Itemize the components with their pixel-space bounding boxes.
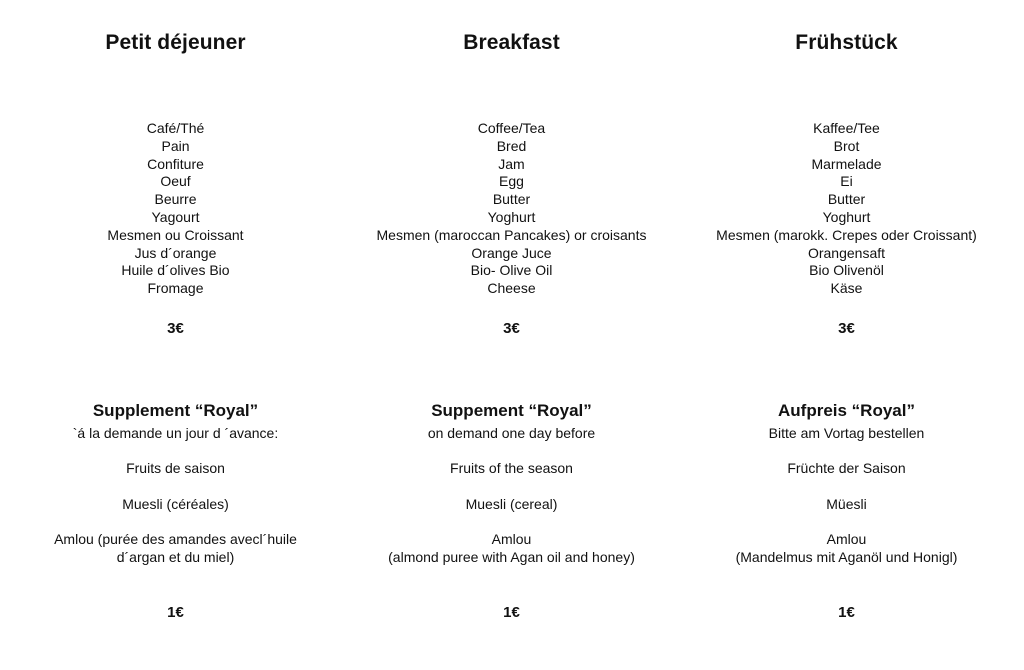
list-item: Beurre (154, 191, 197, 208)
royal-item-fruit: Fruits de saison (126, 460, 225, 476)
list-item: Orangensaft (807, 244, 886, 261)
list-item: Huile d´olives Bio (121, 262, 230, 279)
royal-item-amlou (5, 530, 346, 566)
royal-item-fruit: Früchte der Saison (787, 460, 906, 476)
list-item: Butter (827, 191, 866, 208)
breakfast-item-list (5, 120, 346, 298)
royal-item-fruit: Fruits of the season (450, 460, 573, 476)
list-item: Confiture (147, 155, 204, 172)
breakfast-item-list (341, 120, 682, 298)
list-item: Cheese (487, 280, 536, 297)
royal-supplement-note: Bitte am Vortag bestellen (768, 425, 925, 441)
list-item: Yagourt (151, 208, 200, 225)
amlou-line-2: (Mandelmus mit Aganöl und Honigl) (735, 549, 958, 565)
list-item: Fromage (147, 280, 204, 297)
breakfast-price: 3€ (167, 320, 184, 337)
column-title: Breakfast (463, 31, 560, 54)
royal-price: 1€ (167, 604, 184, 621)
list-item: Pain (161, 137, 190, 154)
amlou-line-1: Amlou (purée des amandes avecl´huile (54, 531, 297, 547)
royal-supplement-title: Suppement “Royal” (431, 401, 592, 420)
column-title: Petit déjeuner (105, 31, 246, 54)
list-item: Mesmen (maroccan Pancakes) or croisants (376, 226, 647, 243)
amlou-line-1: Amlou (826, 531, 867, 547)
royal-price: 1€ (838, 604, 855, 621)
royal-item-muesli: Muesli (cereal) (465, 496, 558, 512)
list-item: Kaffee/Tee (813, 120, 880, 136)
breakfast-price: 3€ (503, 320, 520, 337)
list-item: Marmelade (811, 155, 882, 172)
list-item: Ei (840, 173, 853, 190)
list-item: Brot (833, 137, 860, 154)
menu-column-french (5, 0, 346, 670)
list-item: Jam (498, 155, 525, 172)
royal-item-amlou (676, 530, 1017, 566)
list-item: Orange Juce (471, 244, 552, 261)
royal-supplement-note: `á la demande un jour d ´avance: (72, 425, 279, 441)
amlou-line-2: (almond puree with Agan oil and honey) (388, 549, 635, 565)
menu-column-german (676, 0, 1017, 670)
list-item: Mesmen ou Croissant (107, 226, 244, 243)
royal-price: 1€ (503, 604, 520, 621)
breakfast-item-list (676, 120, 1017, 298)
list-item: Bred (496, 137, 527, 154)
list-item: Butter (492, 191, 531, 208)
royal-supplement-title: Supplement “Royal” (92, 401, 259, 420)
list-item: Bio- Olive Oil (470, 262, 553, 279)
amlou-line-1: Amlou (491, 531, 532, 547)
list-item: Bio Olivenöl (809, 262, 884, 279)
list-item: Jus d´orange (134, 244, 217, 261)
list-item: Coffee/Tea (477, 120, 546, 136)
list-item: Käse (830, 280, 863, 297)
royal-item-muesli: Muesli (céréales) (122, 496, 229, 512)
list-item: Yoghurt (822, 208, 871, 225)
breakfast-price: 3€ (838, 320, 855, 337)
list-item: Café/Thé (146, 120, 205, 136)
list-item: Yoghurt (487, 208, 536, 225)
list-item: Egg (499, 173, 524, 190)
royal-item-amlou (341, 530, 682, 566)
menu-column-english (341, 0, 682, 670)
royal-supplement-note: on demand one day before (427, 425, 596, 441)
royal-item-muesli: Müesli (826, 496, 867, 512)
amlou-line-2: d´argan et du miel) (116, 549, 235, 565)
column-title: Frühstück (795, 31, 898, 54)
list-item: Oeuf (160, 173, 191, 190)
list-item: Mesmen (marokk. Crepes oder Croissant) (716, 226, 977, 243)
royal-supplement-title: Aufpreis “Royal” (778, 401, 915, 420)
